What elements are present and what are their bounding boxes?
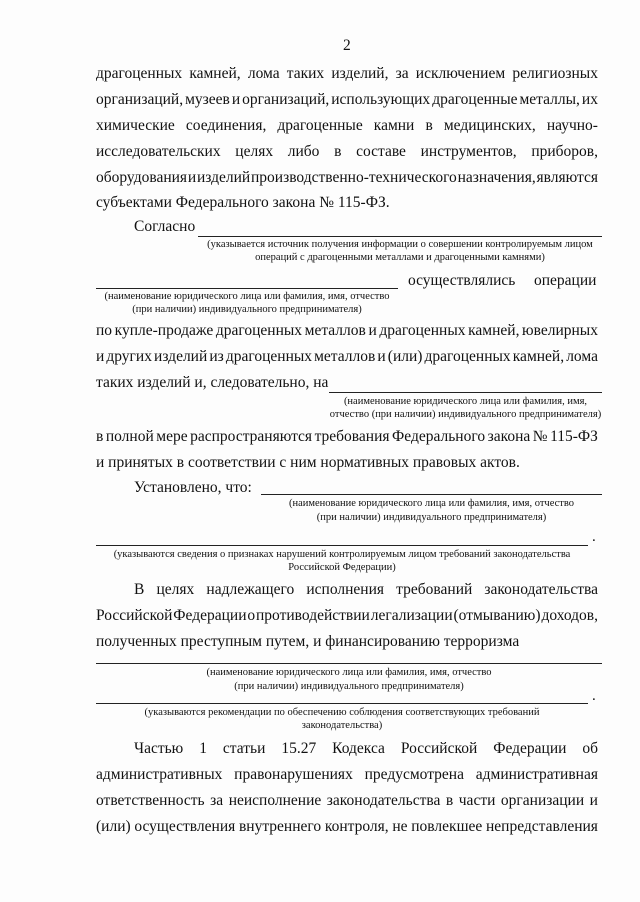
word: исследовательских — [96, 143, 221, 160]
word: требований — [396, 581, 473, 598]
caption-name4-line1: (наименование юридического лица или фамилия, имя, отчество — [206, 667, 492, 678]
word: и — [96, 348, 105, 365]
word: и — [187, 169, 197, 186]
word: противодействии — [256, 607, 370, 624]
word: части — [458, 792, 496, 809]
word: целях — [235, 143, 274, 160]
word: в — [445, 792, 454, 809]
word: Кодекса — [332, 740, 385, 757]
text-line — [96, 321, 598, 341]
word: В — [134, 581, 145, 598]
fill-in-line — [96, 703, 588, 704]
word: непредставления — [485, 818, 598, 835]
fill-in-line — [198, 236, 602, 237]
word: 115-ФЗ — [550, 428, 598, 445]
text-line — [134, 739, 598, 759]
word: административная — [475, 766, 598, 783]
word: о — [247, 607, 256, 624]
caption-violations-line2: Российской Федерации) — [288, 562, 396, 573]
word: драгоценных — [379, 322, 466, 339]
word: драгоценных — [96, 65, 183, 82]
word: и — [589, 792, 598, 809]
word: требования — [314, 428, 390, 445]
word: изделий — [154, 348, 208, 365]
word: приборов, — [531, 143, 598, 160]
word: законодательства — [326, 792, 441, 809]
word: повлекшее — [411, 818, 483, 835]
text-line — [96, 347, 598, 367]
word: Российской — [96, 607, 173, 624]
fill-in-line — [96, 663, 602, 664]
word: лома — [247, 65, 280, 82]
word: составе — [356, 143, 406, 160]
caption-name2-line1: (наименование юридического лица или фамилия, имя, — [343, 396, 588, 407]
word: в — [334, 143, 342, 160]
text-line — [96, 765, 598, 785]
word: распространяются — [190, 428, 313, 445]
word: их — [581, 91, 598, 108]
caption-name-line2: (при наличии) индивидуального предпринимателя) — [132, 304, 362, 315]
period-mark: . — [592, 529, 596, 545]
caption-name-line1: (наименование юридического лица или фамилия, имя, отчество — [104, 291, 390, 302]
word: за — [210, 792, 224, 809]
word: религиозных — [512, 65, 598, 82]
fill-in-line — [96, 545, 588, 546]
word: закона — [487, 428, 531, 445]
word: драгоценные — [432, 91, 518, 108]
word: в — [425, 117, 433, 134]
word: (отмыванию) — [453, 607, 541, 624]
text-line: таких изделий и, следовательно, на — [96, 374, 329, 391]
word: соединения, — [185, 117, 267, 134]
word: назначения, — [457, 169, 536, 186]
text-line: и принятых в соответствии с ним нормативных правовых актов. — [96, 454, 520, 471]
caption-source-line2: операций с драгоценными металлами и драгоценными камнями) — [255, 252, 545, 263]
word: производственно-технического — [250, 169, 457, 186]
word: металлы, — [519, 91, 580, 108]
word: и — [368, 322, 377, 339]
word: статьи — [222, 740, 266, 757]
fill-in-line — [96, 288, 398, 289]
word: контроля, — [324, 818, 389, 835]
word: исполнения — [306, 581, 385, 598]
word: изделий — [196, 169, 251, 186]
word: купле-продаже — [114, 322, 214, 339]
caption-source-line1: (указывается источник получения информации о совершении контролируемым лицом — [207, 239, 593, 250]
word: ответственность — [96, 792, 205, 809]
text-line — [96, 606, 598, 626]
word: драгоценные — [277, 117, 363, 134]
text-line — [96, 168, 598, 188]
word: научно- — [546, 117, 598, 134]
caption-recommend-line1: (указываются рекомендации по обеспечению соблюдения соответствующих требований — [144, 707, 540, 718]
word: Федерального — [392, 428, 486, 445]
word: инструментов, — [420, 143, 517, 160]
word: оборудования — [96, 169, 188, 186]
word: доходов, — [541, 607, 598, 624]
word: использующих — [331, 91, 431, 108]
word: и — [377, 348, 386, 365]
word: законодательства — [484, 581, 598, 598]
caption-name3-line1: (наименование юридического лица или фамилия, имя, отчество — [288, 498, 574, 509]
word: организаций, — [96, 91, 184, 108]
word: драгоценных — [225, 348, 313, 365]
word: не — [392, 818, 408, 835]
word: либо — [287, 143, 320, 160]
page-number: 2 — [343, 37, 351, 54]
word: металлов — [304, 322, 366, 339]
word: ювелирных — [522, 322, 598, 339]
word: № — [532, 428, 548, 445]
fill-in-line — [329, 392, 602, 393]
ustanovleno-label: Установлено, что: — [134, 479, 252, 496]
caption-violations-line1: (указываются сведения о признаках нарушений контролируемым лицом требований законодательства — [113, 549, 571, 560]
word: металлов — [314, 348, 376, 365]
word: являются — [536, 169, 598, 186]
word: надлежащего — [206, 581, 295, 598]
word: правонарушениях — [234, 766, 353, 783]
text-line — [96, 116, 598, 136]
word: исключением — [415, 65, 506, 82]
word: мере — [156, 428, 188, 445]
operacii-word: операции — [534, 272, 597, 289]
soglasno-label: Согласно — [134, 218, 196, 235]
word: 1 — [199, 740, 207, 757]
word: осуществления — [134, 818, 236, 835]
text-line — [96, 142, 598, 162]
caption-name2-line2: отчество (при наличии) индивидуального предпринимателя) — [329, 409, 602, 420]
word: за — [395, 65, 409, 82]
osushestvlyalis-word: осуществлялись — [408, 272, 516, 289]
word: Федерации — [173, 607, 247, 624]
text-line: полученных преступным путем, и финансированию терроризма — [96, 633, 520, 650]
caption-name3-line2: (при наличии) индивидуального предпринимателя) — [316, 512, 547, 523]
word: медицинских, — [443, 117, 536, 134]
text-line — [96, 791, 598, 811]
word: изделий, — [331, 65, 389, 82]
word: и — [231, 91, 241, 108]
word: музеев — [185, 91, 230, 108]
word: Федерации — [493, 740, 567, 757]
word: камней, — [512, 348, 565, 365]
word: в — [96, 428, 104, 445]
word: внутреннего — [238, 818, 322, 835]
word: Частью — [134, 740, 184, 757]
text-line — [96, 64, 598, 84]
word: других — [106, 348, 152, 365]
word: камни — [373, 117, 415, 134]
word: целях — [156, 581, 195, 598]
word: Российской — [400, 740, 478, 757]
caption-recommend-line2: законодательства) — [301, 720, 383, 731]
word: камней, — [189, 65, 241, 82]
word: 15.27 — [281, 740, 317, 757]
text-line — [134, 580, 598, 600]
word: об — [582, 740, 598, 757]
word: полной — [105, 428, 154, 445]
text-line — [96, 817, 598, 837]
word: неисполнение — [228, 792, 322, 809]
word: предусмотрена — [364, 766, 464, 783]
word: организации — [500, 792, 585, 809]
word: лома — [566, 348, 598, 365]
word: легализации — [370, 607, 453, 624]
word: (или) — [387, 348, 423, 365]
fill-in-line — [261, 494, 602, 495]
word: организаций, — [242, 91, 330, 108]
text-line — [96, 427, 598, 447]
word: химические — [96, 117, 175, 134]
word: по — [96, 322, 113, 339]
word: административных — [96, 766, 223, 783]
word: камней, — [468, 322, 520, 339]
word: драгоценных — [215, 322, 303, 339]
caption-name4-line2: (при наличии) индивидуального предпринимателя) — [234, 681, 464, 692]
word: (или) — [96, 818, 131, 835]
word: из — [209, 348, 224, 365]
text-line: субъектами Федерального закона № 115-ФЗ. — [96, 194, 390, 211]
word: драгоценных — [424, 348, 511, 365]
word: таких — [286, 65, 325, 82]
period-mark: . — [592, 688, 596, 704]
text-line — [96, 90, 598, 110]
